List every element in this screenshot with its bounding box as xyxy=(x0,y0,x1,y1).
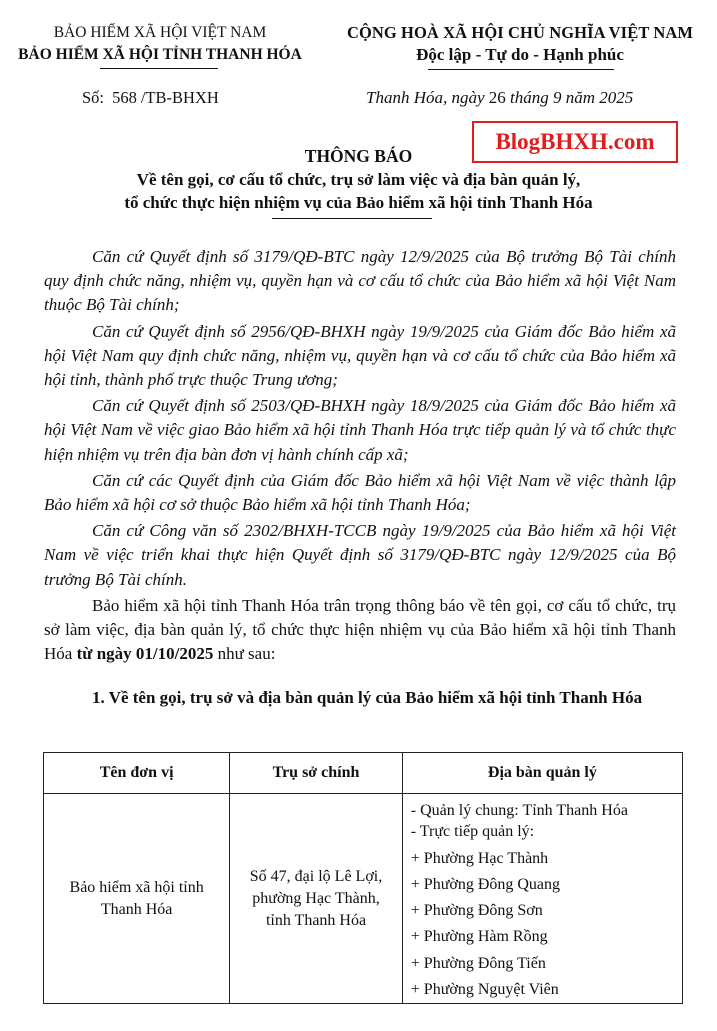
date-suffix: tháng 9 năm 2025 xyxy=(510,88,634,107)
area-item: + Phường Đông Quang xyxy=(410,875,561,893)
header-left-rule xyxy=(100,68,218,69)
header-right-rule xyxy=(428,69,614,70)
unit-table xyxy=(43,752,683,1004)
intro-text: Bảo hiểm xã hội tỉnh Thanh Hóa trân trọng thông báo về tên gọi, cơ cấu tổ chức, trụ sở làm việc, địa bàn quản lý, tổ chức thực hiện nhiệm vụ của Bảo hiểm xã hội tỉnh Thanh Hóa xyxy=(44,595,676,664)
document-number-suffix: /TB-BHXH xyxy=(140,88,219,107)
basis-paragraph: Căn cứ Quyết định số 3179/QĐ-BTC ngày 12/9/2025 của Bộ trưởng Bộ Tài chính quy định chức năng, nhiệm vụ, quyền hạn và cơ cấu tổ chức của Bảo hiểm xã hội Việt Nam thuộc Bộ Tài chính; xyxy=(44,247,676,315)
section-heading xyxy=(44,686,676,709)
header-national xyxy=(330,22,710,66)
intro-paragraph xyxy=(44,594,676,667)
intro-effective-date: từ ngày 01/10/2025 xyxy=(76,644,214,664)
table-header-row xyxy=(44,753,683,794)
managed-area-cell xyxy=(402,794,682,1004)
area-item: - Trực tiếp quản lý: xyxy=(410,823,535,841)
column-header-area: Địa bàn quản lý xyxy=(402,753,682,794)
document-date xyxy=(366,88,633,108)
area-item: + Phường Hạc Thành xyxy=(410,849,549,867)
area-item: + Phường Nguyệt Viên xyxy=(410,981,559,999)
date-day: 26 xyxy=(488,88,506,107)
basis-paragraph: Căn cứ các Quyết định của Giám đốc Bảo hiểm xã hội Việt Nam về việc thành lập Bảo hiểm xã hội cơ sở thuộc Bảo hiểm xã hội tỉnh Thanh Hóa; xyxy=(44,470,676,515)
basis-paragraph: Căn cứ Quyết định số 2956/QĐ-BHXH ngày 19/9/2025 của Giám đốc Bảo hiểm xã hội Việt Nam quy định chức năng, nhiệm vụ, quyền hạn và cơ cấu tổ chức của Bảo hiểm xã hội tỉnh, thành phố trực thuộc Trung ương; xyxy=(44,321,676,390)
section-heading-text: 1. Về tên gọi, trụ sở và địa bàn quản lý của Bảo hiểm xã hội tỉnh Thanh Hóa xyxy=(92,688,643,707)
document-number-label: Số: xyxy=(82,88,105,107)
area-item: + Phường Đông Sơn xyxy=(410,902,543,920)
column-header-office: Trụ sở chính xyxy=(230,753,403,794)
document-title: THÔNG BÁO xyxy=(304,146,413,166)
header-organization xyxy=(10,22,310,66)
area-item: - Quản lý chung: Tỉnh Thanh Hóa xyxy=(410,802,628,819)
country-name: CỘNG HOÀ XÃ HỘI CHỦ NGHĨA VIỆT NAM xyxy=(346,23,694,42)
area-item: + Phường Hàm Rồng xyxy=(410,928,548,946)
subtitle-line-1: Về tên gọi, cơ cấu tổ chức, trụ sở làm việc và địa bàn quản lý, xyxy=(136,170,581,189)
basis-paragraph: Căn cứ Quyết định số 2503/QĐ-BHXH ngày 18/9/2025 của Giám đốc Bảo hiểm xã hội Việt Nam về việc giao Bảo hiểm xã hội tỉnh Thanh Hóa trực tiếp quản lý và tổ chức thực hiện nhiệm vụ trên địa bàn đơn vị hành chính cấp xã; xyxy=(44,396,676,464)
title-rule xyxy=(272,218,432,219)
document-subtitle xyxy=(0,168,717,214)
legal-basis xyxy=(44,245,676,666)
document-number xyxy=(82,88,223,108)
document-number-value: 568 xyxy=(112,88,137,107)
table-row xyxy=(44,794,683,1004)
intro-ending: như sau: xyxy=(217,644,276,664)
unit-name-cell: Bảo hiểm xã hội tỉnh Thanh Hóa xyxy=(44,794,230,1004)
office-address-cell: Số 47, đại lộ Lê Lợi, phường Hạc Thành, tỉnh Thanh Hóa xyxy=(230,794,403,1004)
date-prefix: Thanh Hóa, ngày xyxy=(366,88,485,107)
subtitle-line-2: tổ chức thực hiện nhiệm vụ của Bảo hiểm xã hội tỉnh Thanh Hóa xyxy=(124,193,593,212)
column-header-unit: Tên đơn vị xyxy=(44,753,230,794)
organization-name: BẢO HIỂM XÃ HỘI TỈNH THANH HÓA xyxy=(18,46,302,63)
national-motto: Độc lập - Tự do - Hạnh phúc xyxy=(416,45,624,64)
parent-organization: BẢO HIỂM XÃ HỘI VIỆT NAM xyxy=(53,24,267,41)
watermark-stamp: BlogBHXH.com xyxy=(472,121,678,163)
basis-paragraph: Căn cứ Công văn số 2302/BHXH-TCCB ngày 19/9/2025 của Bảo hiểm xã hội Việt Nam về việc triển khai thực hiện Quyết định số 3179/QĐ-BTC ngày 12/9/2025 của Bộ trưởng Bộ Tài chính. xyxy=(44,521,676,589)
area-item: + Phường Đông Tiến xyxy=(410,954,546,972)
